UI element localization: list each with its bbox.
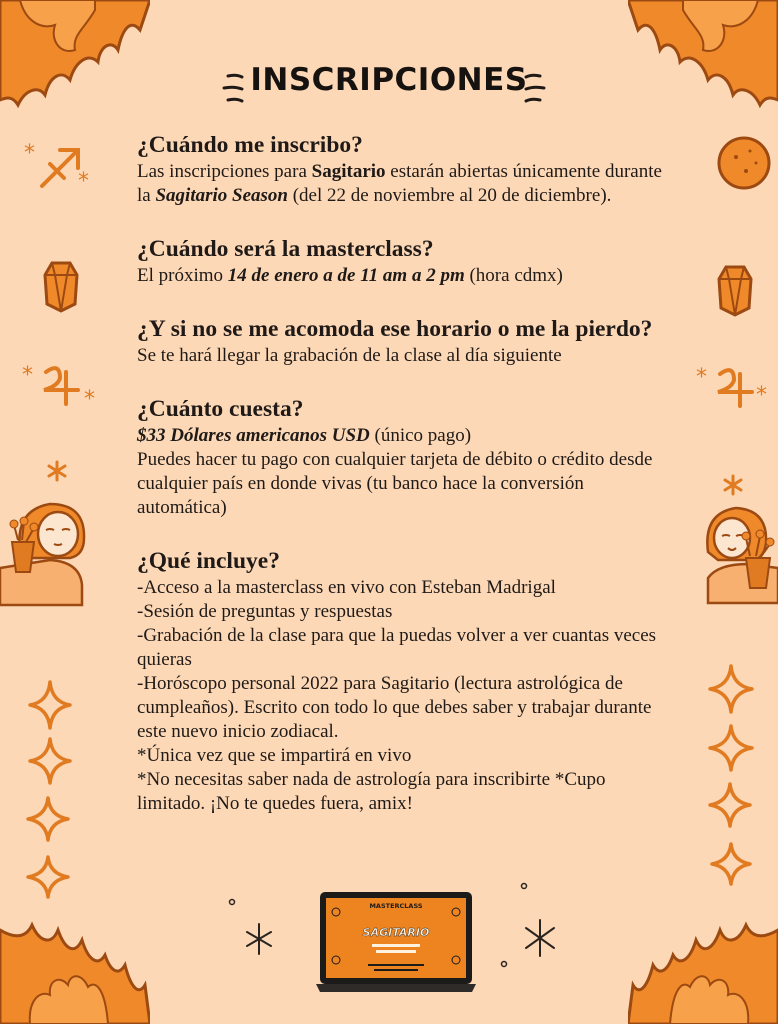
- section-heading: ¿Cuándo me inscribo?: [137, 132, 363, 158]
- jupiter-symbol-icon: [694, 362, 774, 410]
- sparkle-icon: [28, 680, 72, 730]
- section-body: Puedes hacer tu pago con cualquier tarjeta de débito o crédito desde cualquier país en donde vivas (tu banco hace la conversión automática): [137, 449, 653, 518]
- svg-text:*: *: [78, 169, 89, 194]
- laptop-screen-heading: MASTERCLASS: [369, 902, 423, 910]
- flame-icon: [628, 915, 778, 1024]
- svg-text:*: *: [756, 383, 767, 408]
- list-item: -Grabación de la clase para que la puedas volver a ver cuantas veces quieras: [137, 625, 657, 670]
- list-item: -Sesión de preguntas y respuestas: [137, 601, 393, 622]
- section-heading: ¿Cuándo será la masterclass?: [137, 236, 434, 262]
- body-text: El próximo: [137, 265, 228, 286]
- note-no-knowledge: *No necesitas saber nada de astrología para inscribirte *Cupo limitado. ¡No te quedes fuera, amix!: [137, 769, 606, 814]
- sparkle-icon: [708, 724, 754, 772]
- section-heading: ¿Y si no se me acomoda ese horario o me la pierdo?: [137, 316, 653, 342]
- section-body: Se te hará llegar la grabación de la clase al día siguiente: [137, 345, 562, 366]
- laptop-icon: [316, 890, 476, 994]
- title-area: [0, 62, 778, 98]
- sparkle-icon: [26, 796, 70, 842]
- sparkle-icon: [710, 842, 752, 886]
- star-doodle-icon: [244, 922, 274, 956]
- section-heading: ¿Qué incluye?: [137, 548, 280, 574]
- price-line: [137, 424, 667, 448]
- title-right-marks: [524, 72, 546, 106]
- svg-text:*: *: [84, 387, 95, 408]
- moon-icon: [716, 135, 772, 191]
- woman-with-flowers-icon: [698, 498, 778, 606]
- asterisk-icon: [722, 474, 744, 496]
- main-content: [137, 131, 667, 816]
- page-title: INSCRIPCIONES: [250, 62, 528, 98]
- laptop-screen-name: SAGITARIO: [362, 926, 430, 939]
- section-recording: [137, 315, 667, 368]
- body-text: (hora cdmx): [464, 265, 563, 286]
- section-body: [137, 264, 667, 288]
- section-price: [137, 395, 667, 520]
- asterisk-icon: [46, 460, 68, 482]
- dot-doodle-icon: [520, 882, 528, 890]
- crystal-icon: [716, 264, 754, 318]
- svg-text:*: *: [22, 363, 33, 388]
- section-heading: ¿Cuánto cuesta?: [137, 396, 304, 422]
- price-note: (único pago): [369, 425, 472, 446]
- body-text: estarán abiertas únicamente durante la: [137, 161, 662, 206]
- dot-doodle-icon: [500, 960, 508, 968]
- body-text: Las inscripciones para: [137, 161, 312, 182]
- sparkle-icon: [26, 855, 70, 899]
- note-live-only: *Única vez que se impartirá en vivo: [137, 745, 412, 766]
- title-left-marks: [222, 72, 244, 106]
- section-when-enroll: [137, 131, 667, 208]
- flame-icon: [0, 915, 150, 1024]
- woman-with-flowers-icon: [0, 490, 90, 608]
- sparkle-icon: [708, 782, 752, 828]
- sparkle-icon: [28, 737, 72, 785]
- list-item: -Acceso a la masterclass en vivo con Esteban Madrigal: [137, 577, 556, 598]
- sparkle-icon: [708, 664, 754, 714]
- body-text: (del 22 de noviembre al 20 de diciembre).: [287, 185, 612, 206]
- dot-doodle-icon: [228, 898, 236, 906]
- body-bold-italic: Sagitario Season: [155, 185, 288, 206]
- body-bold: Sagitario: [311, 161, 386, 182]
- svg-text:*: *: [24, 141, 35, 166]
- section-includes: [137, 547, 667, 744]
- jupiter-symbol-icon: [20, 360, 100, 408]
- svg-text:*: *: [696, 365, 707, 390]
- list-item: -Horóscopo personal 2022 para Sagitario (lectura astrológica de cumpleaños). Escrito con todo lo que debes saber y trabajar durante este nuevo inicio zodiacal.: [137, 673, 652, 742]
- star-doodle-icon: [522, 918, 558, 958]
- section-when-class: [137, 235, 667, 288]
- section-body: [137, 160, 667, 208]
- body-bold-italic: 14 de enero a de 11 am a 2 pm: [227, 265, 465, 286]
- sagittarius-symbol-icon: [22, 138, 94, 196]
- crystal-icon: [42, 260, 80, 314]
- price-value: $33 Dólares americanos USD: [137, 425, 370, 446]
